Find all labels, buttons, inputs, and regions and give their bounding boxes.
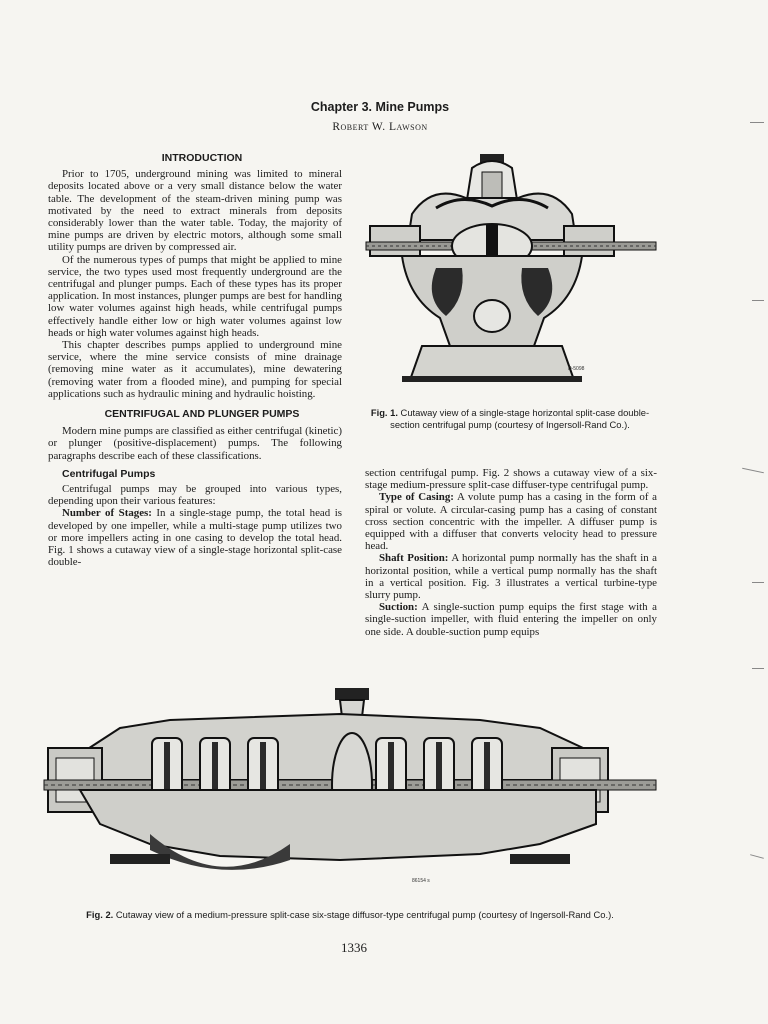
figure-2-caption-text: Cutaway view of a medium-pressure split-case six-stage diffusor-type centrifugal pump (courtesy of Ingersoll-Rand Co.).	[113, 909, 614, 920]
introduction-heading: INTRODUCTION	[161, 152, 243, 164]
margin-mark	[750, 122, 764, 123]
cent-paragraph-1: Centrifugal pumps may be grouped into various types, depending upon their various features:	[48, 483, 342, 508]
author-name: Robert W. Lawson	[332, 121, 428, 133]
figure-2-multistage-pump-cutaway	[40, 684, 660, 896]
figure-2-caption	[40, 909, 660, 921]
figure-1-label: Fig. 1.	[370, 407, 398, 418]
casing-text: A volute pump has a casing in the form of a spiral or volute. A circular-casing pump has a casing of constant cross section concentric with the impeller. A diffuser pump is equipped with a diffuser that converts velocity head to pressure head.	[365, 491, 657, 553]
shaft-text: A horizontal pump normally has the shaft in a horizontal position, while a vertical pump normally has the shaft in a vertical position. Fig. 3 illustrates a vertical turbine-type slurry pump.	[365, 552, 657, 602]
intro-paragraph-3: This chapter describes pumps applied to underground mine service, where the mine service consists of mine drainage (removing mine water as it accumulates), mine dewatering (removing water from a flooded mine), and pumping for special applications such as hydraulic mining and hydraulic hoisting.	[48, 339, 342, 400]
chapter-title: Chapter 3. Mine Pumps	[310, 100, 450, 114]
shaft-paragraph	[365, 552, 657, 601]
right-paragraph-1: section centrifugal pump. Fig. 2 shows a cutaway view of a six-stage medium-pressure split-case diffuser-type centrifugal pump.	[365, 467, 657, 492]
left-column	[48, 152, 342, 569]
centrifugal-pumps-heading: Centrifugal Pumps	[62, 467, 156, 480]
page-number: 1336	[341, 940, 367, 955]
figure-2-label: Fig. 2.	[86, 909, 114, 920]
margin-mark	[752, 582, 764, 583]
margin-mark	[750, 854, 764, 859]
figure-1-code: D-5098	[568, 366, 585, 372]
suction-text: A single-suction pump equips the first stage with a single-suction impeller, with fluid entering the impeller on only one side. A double-suction pump equips	[365, 601, 657, 638]
margin-mark	[742, 468, 764, 474]
intro-paragraph-1: Prior to 1705, underground mining was limited to mineral deposits located above or a very small distance below the water table. The development of the steam-driven mining pump was motivated by the need to extract minerals from deposits considerably lower than the water table. Today, the majority of mine pumps are driven by electric motors, although some small utility pumps are driven by compressed air.	[48, 168, 342, 254]
figure-2-code: 86154 s	[412, 878, 430, 884]
shaft-run-in-head: Shaft Position:	[379, 552, 449, 565]
figure-1-caption	[362, 407, 658, 430]
suction-run-in-head: Suction:	[379, 601, 418, 614]
margin-mark	[752, 668, 764, 669]
casing-run-in-head: Type of Casing:	[379, 491, 454, 504]
centrifugal-plunger-heading: CENTRIFUGAL AND PLUNGER PUMPS	[104, 408, 300, 421]
stages-paragraph	[48, 507, 342, 568]
suction-paragraph	[365, 601, 657, 638]
intro-paragraph-2: Of the numerous types of pumps that might be applied to mine service, the two types used most frequently underground are the centrifugal and plunger pumps. Each of these types has its proper application. In most instances, plunger pumps are best for handling low water volumes against high heads, while centrifugal pumps effectively handle either low or high water volumes against low heads or high water volumes against high heads.	[48, 253, 342, 339]
stages-run-in-head: Number of Stages:	[62, 507, 152, 520]
figure-1-caption-text: Cutaway view of a single-stage horizontal split-case double-section centrifugal pump (courtesy of Ingersoll-Rand Co.).	[390, 407, 650, 430]
stages-text: In a single-stage pump, the total head is developed by one impeller, while a multi-stage pump utilizes two or more impellers acting in one casing to develop the total head. Fig. 1 shows a cutaway view of a single-stage horizontal split-case double-	[48, 507, 342, 569]
figure-1-pump-cutaway	[362, 148, 658, 390]
cp-paragraph-1: Modern mine pumps are classified as either centrifugal (kinetic) or plunger (positive-displacement) pumps. The following paragraphs describe each of these classifications.	[48, 425, 342, 462]
casing-paragraph	[365, 491, 657, 552]
margin-mark	[752, 300, 764, 301]
right-column	[365, 467, 657, 638]
